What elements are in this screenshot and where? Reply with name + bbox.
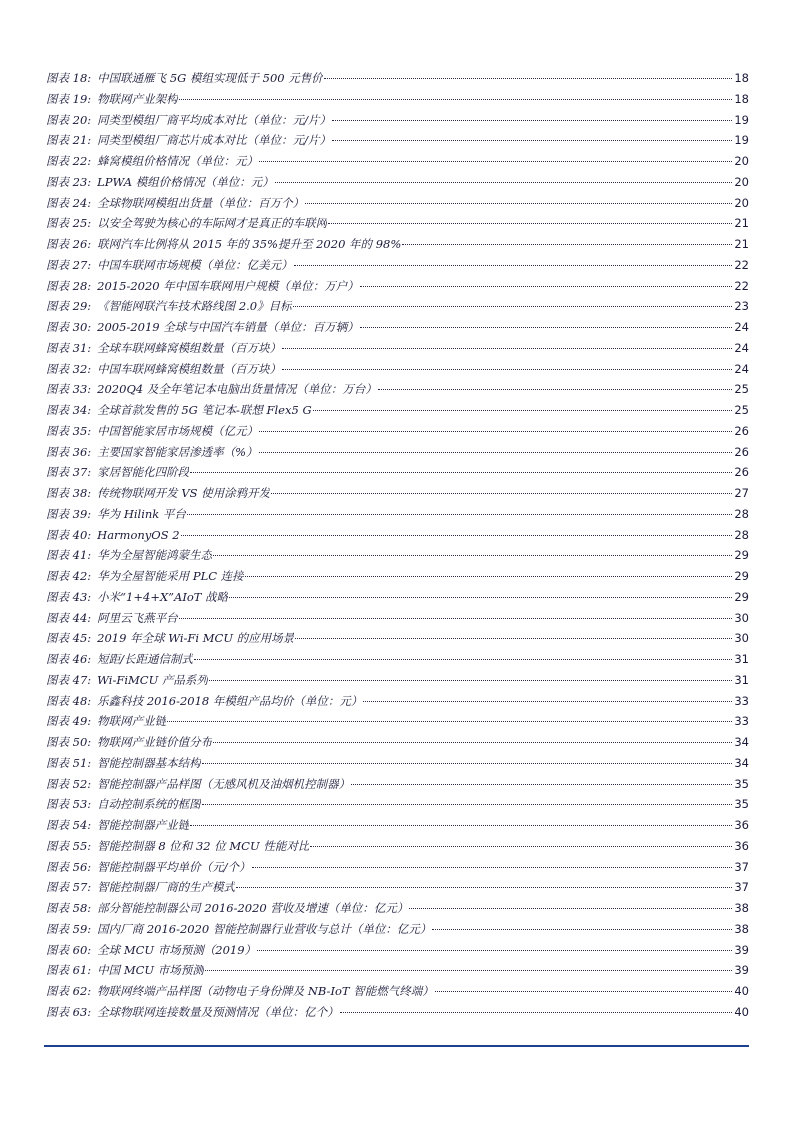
figure-title: 联网汽车比例将从 2015 年的 35%提升至 2020 年的 98% [97, 237, 402, 251]
page-number: 26 [734, 423, 749, 438]
toc-entry[interactable] [46, 525, 749, 546]
figure-title: 部分智能控制器公司 2016-2020 营收及增速（单位：亿元） [97, 901, 409, 915]
figure-number: 图表 43: [46, 589, 92, 604]
page-number: 29 [734, 589, 749, 604]
figure-number: 图表 51: [46, 755, 92, 770]
dot-leader [435, 990, 733, 992]
page-number: 21 [734, 216, 749, 231]
dot-leader [409, 907, 732, 909]
toc-entry[interactable] [46, 940, 749, 961]
figure-title: 中国智能家居市场规模（亿元） [97, 423, 259, 438]
toc-entry[interactable] [46, 732, 749, 753]
toc-entry[interactable] [46, 960, 749, 981]
toc-entry[interactable] [46, 400, 749, 421]
page-number: 30 [734, 631, 749, 646]
figure-number: 图表 53: [46, 797, 92, 812]
page-number: 19 [734, 112, 749, 127]
figure-number: 图表 39: [46, 506, 92, 521]
toc-entry[interactable] [46, 691, 749, 712]
page-number: 26 [734, 465, 749, 480]
page-number: 39 [734, 942, 749, 957]
page-number: 31 [734, 672, 749, 687]
figure-title: 《智能网联汽车技术路线图 2.0》目标 [97, 299, 292, 314]
figure-number: 图表 41: [46, 548, 92, 563]
figure-title: 物联网终端产品样图（动物电子身份牌及 NB-IoT 智能燃气终端） [97, 984, 434, 998]
dot-leader [332, 139, 732, 141]
toc-entry[interactable] [46, 794, 749, 815]
toc-entry[interactable] [46, 89, 749, 110]
figure-number: 图表 60: [46, 942, 92, 957]
figure-number: 图表 19: [46, 91, 92, 106]
figure-number: 图表 20: [46, 112, 92, 127]
figure-title: 智能控制器产品样图（无感风机及油烟机控制器） [97, 776, 351, 791]
figure-title: 物联网产业链价值分布 [97, 735, 213, 749]
figure-title: 智能控制器厂商的生产模式 [97, 880, 236, 895]
toc-entry[interactable] [46, 670, 749, 691]
toc-entry[interactable] [46, 296, 749, 317]
toc-entry[interactable] [46, 110, 749, 131]
figure-number: 图表 34: [46, 403, 92, 417]
page-number: 24 [734, 340, 749, 355]
dot-leader [351, 783, 732, 785]
toc-entry[interactable] [46, 130, 749, 151]
page-number: 22 [734, 278, 749, 293]
toc-entry[interactable] [46, 276, 749, 297]
dot-leader [324, 77, 733, 79]
toc-entry[interactable] [46, 338, 749, 359]
dot-leader [187, 513, 732, 515]
page-number: 21 [734, 237, 749, 251]
toc-entry[interactable] [46, 566, 749, 587]
page-number: 18 [734, 91, 749, 106]
toc-entry[interactable] [46, 545, 749, 566]
figure-title: 小米“1+4+X”AIoT 战略 [97, 589, 229, 604]
toc-entry[interactable] [46, 877, 749, 898]
page-number: 34 [734, 755, 749, 770]
figure-number: 图表 63: [46, 1004, 92, 1019]
toc-entry[interactable] [46, 234, 749, 255]
toc-entry[interactable] [46, 317, 749, 338]
figure-title: 传统物联网开发 VS 使用涂鸦开发 [97, 486, 271, 500]
figure-title: 短距/长距通信制式 [97, 652, 194, 666]
toc-entry[interactable] [46, 753, 749, 774]
figure-number: 图表 52: [46, 776, 92, 791]
figure-title: 2015-2020 年中国车联网用户规模（单位：万户） [97, 278, 359, 293]
figure-title: 智能控制器基本结构 [97, 755, 201, 770]
dot-leader [282, 347, 732, 349]
page-number: 30 [734, 610, 749, 625]
toc-entry[interactable] [46, 857, 749, 878]
toc-entry[interactable] [46, 421, 749, 442]
dot-leader [236, 886, 732, 888]
dot-leader [213, 554, 732, 556]
page-number: 38 [734, 901, 749, 915]
figure-number: 图表 33: [46, 382, 92, 397]
figure-number: 图表 40: [46, 527, 92, 542]
figure-number: 图表 42: [46, 569, 92, 583]
page-number: 38 [734, 921, 749, 936]
figure-number: 图表 37: [46, 465, 92, 480]
page-number: 33 [734, 693, 749, 708]
figure-title: 华为全屋智能采用 PLC 连接 [97, 569, 244, 583]
page-number: 34 [734, 735, 749, 749]
figure-number: 图表 22: [46, 154, 92, 168]
page-number: 27 [734, 486, 749, 500]
dot-leader [340, 1011, 733, 1013]
page-number: 24 [734, 320, 749, 334]
figure-title: 中国车联网市场规模（单位：亿美元） [97, 257, 293, 272]
page-number: 19 [734, 133, 749, 148]
page-number: 36 [734, 838, 749, 853]
figure-number: 图表 55: [46, 838, 92, 853]
figure-title: 国内厂商 2016-2020 智能控制器行业营收与总计（单位：亿元） [97, 921, 432, 936]
dot-leader [294, 264, 733, 266]
toc-entry[interactable] [46, 1002, 749, 1023]
toc-entry[interactable] [46, 587, 749, 608]
dot-leader [167, 720, 732, 722]
page-number: 33 [734, 714, 749, 729]
toc-entry[interactable] [46, 213, 749, 234]
figure-title: 同类型模组厂商平均成本对比（单位：元/片） [97, 112, 332, 127]
figure-number: 图表 24: [46, 195, 92, 210]
figure-number: 图表 59: [46, 921, 92, 936]
dot-leader [259, 430, 732, 432]
toc-entry[interactable] [46, 379, 749, 400]
figure-title: 同类型模组厂商芯片成本对比（单位：元/片） [97, 133, 332, 148]
page-number: 40 [734, 1004, 749, 1019]
figure-title: 智能控制器平均单价（元/个） [97, 859, 251, 874]
figure-title: 智能控制器 8 位和 32 位 MCU 性能对比 [97, 838, 310, 853]
figure-number: 图表 56: [46, 859, 92, 874]
figure-number: 图表 62: [46, 984, 92, 998]
dot-leader [310, 845, 732, 847]
dot-leader [205, 969, 733, 971]
figure-title: 阿里云飞燕平台 [97, 610, 178, 625]
table-of-figures [46, 68, 749, 1023]
figure-title: 全球物联网模组出货量（单位：百万个） [97, 195, 305, 210]
page-number: 20 [734, 195, 749, 210]
page-number: 28 [734, 506, 749, 521]
dot-leader [194, 658, 732, 660]
figure-number: 图表 50: [46, 735, 92, 749]
toc-entry[interactable] [46, 255, 749, 276]
page-number: 23 [734, 299, 749, 314]
page-number: 36 [734, 818, 749, 832]
figure-number: 图表 58: [46, 901, 92, 915]
dot-leader [360, 285, 733, 287]
figure-title: Wi-FiMCU 产品系列 [97, 672, 208, 687]
figure-title: HarmonyOS 2 [97, 527, 180, 542]
toc-entry[interactable] [46, 504, 749, 525]
dot-leader [328, 222, 732, 224]
toc-entry[interactable] [46, 981, 749, 1002]
figure-number: 图表 57: [46, 880, 92, 895]
page-number: 20 [734, 154, 749, 168]
figure-title: 家居智能化四阶段 [97, 465, 190, 480]
page-number: 18 [734, 71, 749, 85]
toc-entry[interactable] [46, 359, 749, 380]
toc-entry[interactable] [46, 774, 749, 795]
dot-leader [259, 451, 733, 453]
toc-entry[interactable] [46, 919, 749, 940]
figure-number: 图表 18: [46, 71, 92, 85]
figure-title: 智能控制器产业链 [97, 818, 190, 832]
dot-leader [293, 305, 733, 307]
dot-leader [179, 617, 733, 619]
toc-entry[interactable] [46, 898, 749, 919]
dot-leader [271, 492, 732, 494]
figure-title: 中国车联网蜂窝模组数量（百万块） [97, 361, 282, 376]
dot-leader [432, 928, 732, 930]
figure-number: 图表 32: [46, 361, 92, 376]
toc-entry[interactable] [46, 193, 749, 214]
figure-number: 图表 26: [46, 237, 92, 251]
figure-number: 图表 23: [46, 174, 92, 189]
figure-title: 2005-2019 全球与中国汽车销量（单位：百万辆） [97, 320, 359, 334]
dot-leader [213, 741, 732, 743]
toc-entry[interactable] [46, 462, 749, 483]
figure-number: 图表 47: [46, 672, 92, 687]
dot-leader [402, 243, 732, 245]
figure-number: 图表 54: [46, 818, 92, 832]
figure-title: 自动控制系统的框图 [97, 797, 201, 812]
page-number: 28 [734, 527, 749, 542]
dot-leader [202, 762, 733, 764]
dot-leader [209, 679, 732, 681]
figure-title: 2019 年全球 Wi-Fi MCU 的应用场景 [97, 631, 295, 646]
figure-title: 2020Q4 及全年笔记本电脑出货量情况（单位：万台） [97, 382, 377, 397]
dot-leader [332, 119, 732, 121]
figure-number: 图表 31: [46, 340, 92, 355]
dot-leader [360, 326, 733, 328]
toc-entry[interactable] [46, 442, 749, 463]
figure-title: 全球 MCU 市场预测（2019） [97, 942, 257, 957]
footer-divider [44, 1045, 749, 1047]
page-number: 24 [734, 361, 749, 376]
dot-leader [313, 409, 733, 411]
page-number: 29 [734, 548, 749, 563]
figure-number: 图表 28: [46, 278, 92, 293]
dot-leader [252, 866, 733, 868]
figure-title: 中国联通雁飞 5G 模组实现低于 500 元售价 [97, 71, 323, 85]
figure-number: 图表 61: [46, 963, 92, 978]
dot-leader [305, 202, 732, 204]
dot-leader [282, 368, 732, 370]
toc-entry[interactable] [46, 483, 749, 504]
figure-number: 图表 36: [46, 444, 92, 459]
dot-leader [190, 824, 732, 826]
dot-leader [245, 575, 733, 577]
figure-number: 图表 30: [46, 320, 92, 334]
figure-title: 蜂窝模组价格情况（单位：元） [97, 154, 259, 168]
page-number: 35 [734, 776, 749, 791]
toc-entry[interactable] [46, 711, 749, 732]
figure-title: 乐鑫科技 2016-2018 年模组产品均价（单位：元） [97, 693, 363, 708]
page-number: 39 [734, 963, 749, 978]
page-number: 22 [734, 257, 749, 272]
figure-number: 图表 45: [46, 631, 92, 646]
page-number: 25 [734, 382, 749, 397]
page-number: 35 [734, 797, 749, 812]
page-number: 20 [734, 174, 749, 189]
figure-title: 以安全驾驶为核心的车际网才是真正的车联网 [97, 216, 328, 231]
figure-title: 中国 MCU 市场预测 [97, 963, 204, 978]
toc-entry[interactable] [46, 649, 749, 670]
page-number: 31 [734, 652, 749, 666]
dot-leader [363, 700, 732, 702]
toc-entry[interactable] [46, 608, 749, 629]
figure-number: 图表 44: [46, 610, 92, 625]
figure-number: 图表 25: [46, 216, 92, 231]
toc-entry[interactable] [46, 628, 749, 649]
page-number: 26 [734, 444, 749, 459]
dot-leader [295, 637, 732, 639]
toc-entry[interactable] [46, 815, 749, 836]
figure-title: 物联网产业链 [97, 714, 167, 729]
figure-title: 华为 Hilink 平台 [97, 506, 186, 521]
dot-leader [181, 534, 733, 536]
figure-title: 物联网产业架构 [97, 91, 178, 106]
dot-leader [275, 181, 733, 183]
dot-leader [378, 388, 733, 390]
dot-leader [259, 160, 732, 162]
page-number: 37 [734, 859, 749, 874]
figure-number: 图表 49: [46, 714, 92, 729]
figure-title: 主要国家智能家居渗透率（%） [97, 444, 258, 459]
figure-number: 图表 35: [46, 423, 92, 438]
figure-number: 图表 48: [46, 693, 92, 708]
figure-number: 图表 21: [46, 133, 92, 148]
dot-leader [179, 98, 733, 100]
figure-title: 全球物联网连接数量及预测情况（单位：亿个） [97, 1004, 339, 1019]
page-number: 37 [734, 880, 749, 895]
figure-title: 全球车联网蜂窝模组数量（百万块） [97, 340, 282, 355]
page-number: 40 [734, 984, 749, 998]
toc-entry[interactable] [46, 172, 749, 193]
figure-number: 图表 38: [46, 486, 92, 500]
page-number: 25 [734, 403, 749, 417]
figure-number: 图表 27: [46, 257, 92, 272]
figure-title: 全球首款发售的 5G 笔记本-联想 Flex5 G [97, 403, 312, 417]
page-number: 29 [734, 569, 749, 583]
toc-entry[interactable] [46, 151, 749, 172]
dot-leader [202, 803, 733, 805]
figure-title: LPWA 模组价格情况（单位：元） [97, 174, 274, 189]
dot-leader [229, 596, 732, 598]
figure-number: 图表 29: [46, 299, 92, 314]
dot-leader [190, 471, 732, 473]
toc-entry[interactable] [46, 68, 749, 89]
dot-leader [257, 949, 732, 951]
figure-title: 华为全屋智能鸿蒙生态 [97, 548, 213, 563]
toc-entry[interactable] [46, 836, 749, 857]
figure-number: 图表 46: [46, 652, 92, 666]
